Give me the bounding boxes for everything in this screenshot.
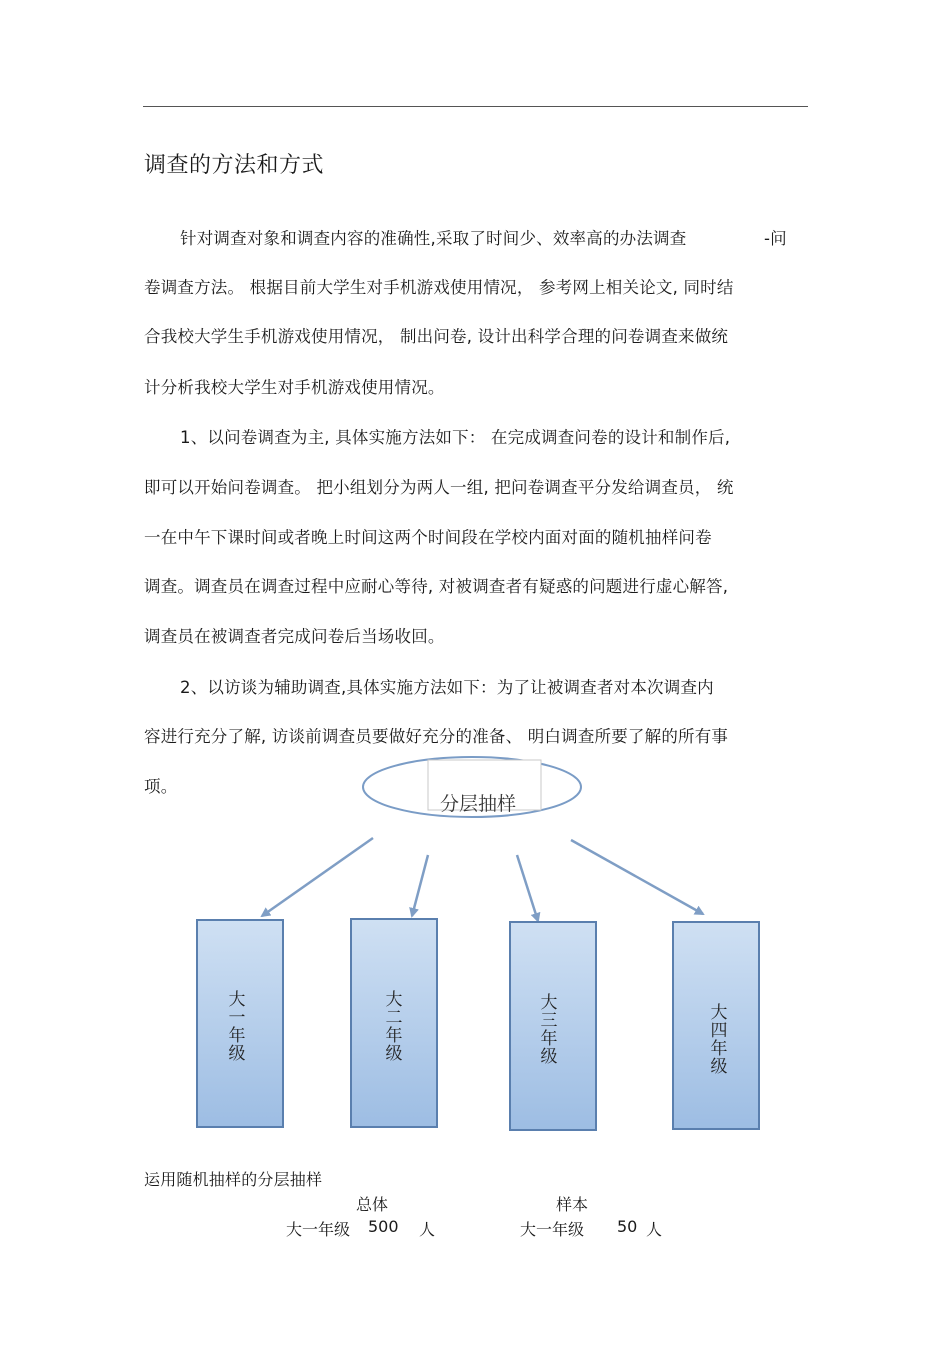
sample-unit: 人 xyxy=(646,1220,663,1239)
grade-label-4: 大四年级 xyxy=(710,1003,728,1077)
sample-value: 50 xyxy=(617,1217,638,1236)
sample-grade-label: 大一年级 xyxy=(520,1220,585,1239)
population-value: 500 xyxy=(368,1217,399,1236)
section-heading: 调查的方法和方式 xyxy=(144,153,325,178)
paragraph-line: 1、以问卷调查为主, 具体实施方法如下： 在完成调查问卷的设计和制作后, xyxy=(180,428,731,447)
paragraph-line: 一在中午下课时间或者晚上时间这两个时间段在学校内面对面的随机抽样问卷 xyxy=(144,528,712,547)
paragraph-line: 卷调查方法。 根据目前大学生对手机游戏使用情况， 参考网上相关论文, 同时结 xyxy=(144,278,734,297)
paragraph-line: -问 xyxy=(764,229,787,248)
paragraph-line: 2、以访谈为辅助调查,具体实施方法如下：为了让被调查者对本次调查内 xyxy=(180,678,714,697)
column-header-population: 总体 xyxy=(356,1195,389,1214)
paragraph-line: 调查。调查员在调查过程中应耐心等待, 对被调查者有疑惑的问题进行虚心解答, xyxy=(144,577,729,596)
grade-label-1: 大一年级 xyxy=(228,990,246,1064)
population-unit: 人 xyxy=(419,1220,436,1239)
grade-label-2: 大二年级 xyxy=(385,990,403,1064)
arrow-4 xyxy=(571,840,703,914)
paragraph-line: 针对调查对象和调查内容的准确性,采取了时间少、效率高的办法调查 xyxy=(180,229,687,248)
column-header-sample: 样本 xyxy=(556,1195,589,1214)
population-grade-label: 大一年级 xyxy=(286,1220,351,1239)
paragraph-line: 合我校大学生手机游戏使用情况， 制出问卷, 设计出科学合理的问卷调查来做统 xyxy=(144,327,729,346)
paragraph-line: 计分析我校大学生对手机游戏使用情况。 xyxy=(144,378,445,397)
paragraph-line: 调查员在被调查者完成问卷后当场收回。 xyxy=(144,627,445,646)
grade-label-3: 大三年级 xyxy=(540,993,558,1067)
arrow-1 xyxy=(262,838,373,916)
paragraph-line: 即可以开始问卷调查。 把小组划分为两人一组, 把问卷调查平分发给调查员， 统 xyxy=(144,478,734,497)
diagram-caption: 运用随机抽样的分层抽样 xyxy=(144,1170,323,1189)
paragraph-line: 容进行充分了解, 访谈前调查员要做好充分的准备、 明白调查所要了解的所有事 xyxy=(144,727,729,746)
root-label: 分层抽样 xyxy=(440,793,517,815)
arrow-2 xyxy=(412,855,428,916)
paragraph-line: 项。 xyxy=(144,777,178,796)
arrow-3 xyxy=(517,855,538,921)
